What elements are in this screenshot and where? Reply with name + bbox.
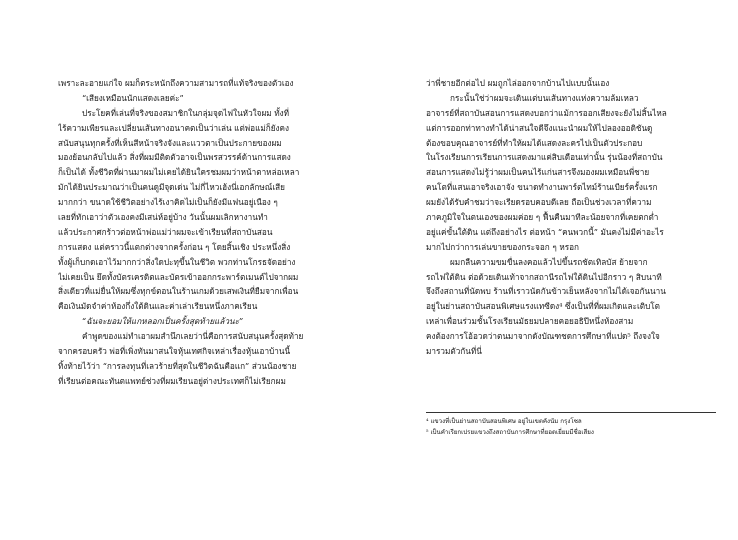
text-line: ทั้งผู้เก็บกดเอาไว้มากกว่าสิ่งใดปะทุขึ้นในชีวิต พวกท่านโกรธจัดอย่าง bbox=[58, 256, 296, 267]
text-line: มากไปกว่าการเล่นขายของกระจอก ๆ หรอก bbox=[426, 241, 579, 252]
text-line: สิ่งเดียวที่แม่ยื่นให้ผมซึ่งทุกข์ตอนในร้านเกมด้วยเสพเงินที่ยืมจากเพื่อน bbox=[58, 286, 299, 297]
text-line: มองย้อนกลับไปแล้ว สิ่งที่ผมมีติดตัวอาจเป็นพรสวรรค์ด้านการแสดง bbox=[58, 152, 291, 163]
dialogue-line: “ฉันจะยอมให้แกหลอกเป็นครั้งสุดท้ายแล้วนะ” bbox=[82, 316, 244, 327]
footnote: ⁵ เป็นคำเรียกเปรยแขวงถึงสถาบันการศึกษาที่ยอดเยี่ยมมีชื่อเสียง bbox=[426, 429, 594, 436]
text-line: ว่าพี่ชายอีกต่อไป ผมถูกไล่ออกจากบ้านไปแบบนั้นเอง bbox=[426, 78, 610, 88]
footnote: ⁴ แขวงที่เป็นย่านสถาบันสอนพิเศษ อยู่ในเขตคังนัม กรุงโซล bbox=[426, 418, 582, 425]
text-line: รถไฟใต้ดิน ต่อด้วยเดินเท้าจากสถานีรถไฟใต้ดินไปอีกราว ๆ สิบนาที bbox=[426, 271, 662, 282]
text-line: ที่เรียนต่อคณะทันตแพทย์ช่วงที่ผมเรียนอยู่ต่างประเทศก็ไม่เรียกผม bbox=[58, 375, 286, 386]
text-line: การแสดง แต่คราวนี้แตกต่างจากครั้งก่อน ๆ โดยสิ้นเชิง ประหนึ่งสิ่ง bbox=[58, 241, 291, 252]
text-line: แต่การออกท่าทางทำได้น่าสนใจดีจึงแนะนำผมให้ไปลองออดิชันดู bbox=[426, 122, 653, 133]
text-line: อยู่แค่ขั้นใต้ดิน แต่ถึงอย่างไร ต่อหน้า “คนพวกนี้” มันคงไม่มีค่าอะไร bbox=[426, 226, 664, 237]
text-line: ไร้ความเพียรและเปลี่ยนเส้นทางอนาคตเป็นว่าเล่น แต่พ่อแม่ก็ยังคง bbox=[58, 122, 289, 133]
text-line: แล้วประกาศกร้าวต่อหน้าพ่อแม่ว่าผมจะเข้าเรียนที่สถาบันสอน bbox=[58, 226, 273, 237]
text-line: “เสียงเหมือนนักแสดงเลยค่ะ” bbox=[82, 92, 184, 103]
text-line: กระนั้นใช่ว่าผมจะเดินแต่บนเส้นทางแห่งความล้มเหลว bbox=[450, 92, 639, 103]
text-line: ทิ้งท้ายไว้ว่า “การลงทุนที่เลวร้ายที่สุดในชีวิตฉันคือแก” ส่วนน้องชาย bbox=[58, 360, 297, 371]
text-line: เหล่าเพื่อนร่วมชั้นโรงเรียนมัธยมปลายคอยอธิปีหนึ่งห้องสาม bbox=[426, 316, 634, 327]
text-line: สนับสนุนทุกครั้งที่เห็นสีหน้าจริงจังและแววตาเป็นประกายของผม bbox=[58, 137, 282, 148]
text-line: เลยที่ทักเอาว่าตัวเองคงมีเสน่ห์อยู่บ้าง วันนั้นผมเลิกหางานทำ bbox=[58, 212, 268, 223]
text-line: ก็เป็นได้ ทั้งชีวิตที่ผ่านมาผมไม่เคยได้ยินใครชมผมว่าหน้าตาหล่อเหลา bbox=[58, 167, 300, 178]
text-line: อาจารย์ที่สถาบันสอนการแสดงบอกว่าแม้การออกเสียงจะยังไม่สิ้นไหล bbox=[426, 107, 667, 118]
text-line: ต้องขอบคุณอาจารย์ที่ทำให้ผมได้แสดงละครไปเป็นตัวประกอบ bbox=[426, 137, 643, 148]
text-line: คงต้องการโอ้อวดว่าตนมาจากดังบัณฑชดการศึกษาที่แปด⁵ ถึงจงใจ bbox=[426, 331, 660, 342]
footnotes bbox=[426, 412, 716, 438]
text-line: สอนการแสดงไม่รู้ว่าผมเป็นคนไร้แก่นสารจึงมองผมเหมือนพี่ชาย bbox=[426, 167, 650, 178]
text-line: มักได้ยินประมาณว่าเป็นคนดูมีจุดเด่น ไม่กี่ไหวเฮ้งนี่เอกลักษณ์เสีย bbox=[58, 182, 285, 193]
left-page-text bbox=[58, 76, 358, 389]
text-line: มากกว่า ขนาดใช้ชีวิตอย่างไร้เงาคิดไม่เป็นก็ยังมีแฟนอยู่เนือง ๆ bbox=[58, 197, 278, 208]
text-line: เพราะละอายแก่ใจ ผมก็ตระหนักถึงความสามารถที่แท้จริงของตัวเอง bbox=[58, 78, 294, 88]
text-line: จากครอบครัว พ่อที่เพิ่งทันมาสนใจหุ้นเทศกิจเหล่าเรื่องหุ้นเอาบ้านนี้ bbox=[58, 346, 291, 357]
text-line: คำพูดของแม่ทำเอาผมสำนึกเลยว่านี่คือการสนับสนุนครั้งสุดท้าย bbox=[82, 331, 304, 342]
right-page-text bbox=[426, 76, 726, 359]
text-line: ไม่เคยเป็น ยึดทั้งบัตรเครดิตและบัตรเข้าออกกระพาร์ตเมนต์ไปจากผม bbox=[58, 271, 299, 282]
text-line: ผมกลืนความขมขื่นลงคอแล้วไปขึ้นรถชัตเทิลบัส ย้ายจาก bbox=[450, 256, 648, 267]
text-line: ประโยคที่เล่นที่จริงของสมาชิกในกลุ่มจุดไฟในหัวใจผม ทั้งที่ bbox=[82, 107, 290, 118]
text-line: คือเงินมัดจำค่าห้องกึ่งใต้ดินและค่าเล่าเรียนหนึ่งภาคเรียน bbox=[58, 301, 258, 312]
text-line: มารวมตัวกันที่นี่ bbox=[426, 346, 482, 357]
text-line: จึงถึงสถานที่นัดพบ ร้านที่เราวนัดกันข้าวเย็นหลังจากไม่ได้เจอกันนาน bbox=[426, 286, 666, 297]
text-line: อยู่ในย่านสถาบันสอนพิเศษแรงแทซีดง⁴ ซึ่งเป็นที่ที่ผมเกิดและเติบโต bbox=[426, 301, 660, 312]
text-line: ภาคภูมิใจในตนเองของผมค่อย ๆ ฟื้นคืนมาทีละน้อยจากที่เคยตกต่ำ bbox=[426, 212, 659, 223]
text-line: ผมยังได้รับคำชมว่าจะเรียดรอบคอบดีเลย ถือเป็นช่วงเวลาที่ความ bbox=[426, 197, 652, 208]
text-line: คนโตที่แสนเอาจริงเอาจัง ขนาดทำงานพาร์ตไทม์ร้านเบียร์ครั้งแรก bbox=[426, 182, 658, 193]
text-line: ในโรงเรียนการเรียนการแสดงมาแค่สิบเดือนเท่านั้น รุ่นน้องที่สถาบัน bbox=[426, 152, 663, 163]
